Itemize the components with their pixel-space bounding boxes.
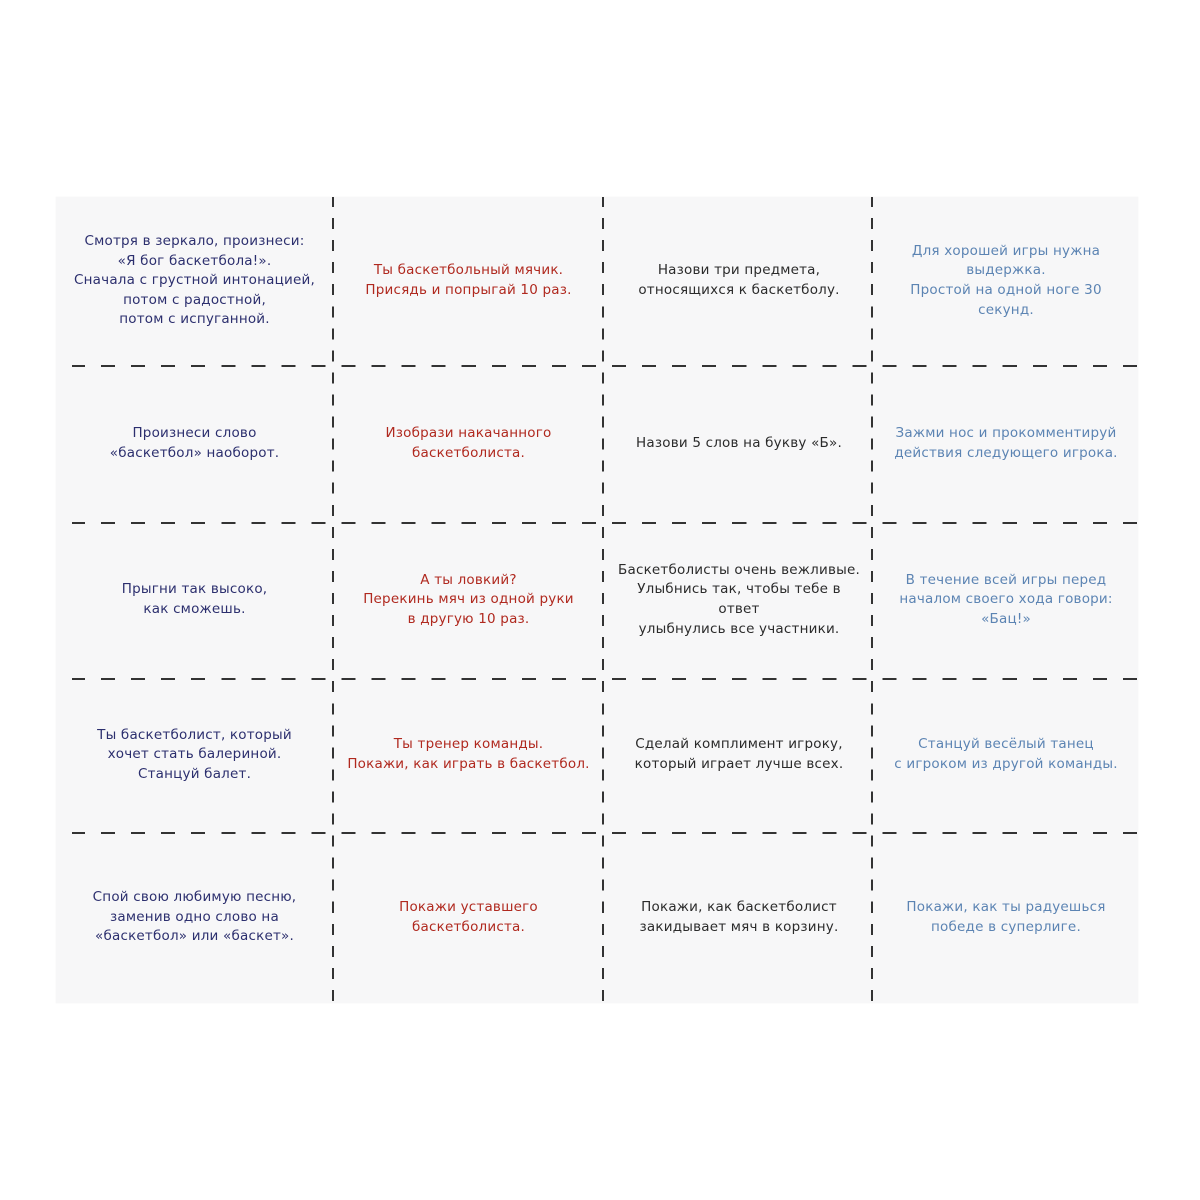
cut-line-vertical: [871, 197, 873, 1003]
card-text: Зажми нос и прокомментируй действия следующего игрока.: [894, 424, 1118, 461]
card-text: Ты тренер команды. Покажи, как играть в баскетбол.: [347, 736, 590, 772]
card-text: Назови три предмета, относящихся к баскетболу.: [638, 262, 840, 298]
card-r2-c2: [333, 365, 604, 522]
card-r5-c2: [333, 832, 604, 1003]
card-r3-c4: [874, 522, 1138, 678]
card-text: Для хорошей игры нужна выдержка. Простой на одной ноге 30 секунд.: [910, 242, 1102, 318]
card-r2-c4: [874, 365, 1138, 522]
card-text: Изобрази накачанного баскетболиста.: [385, 424, 552, 461]
card-r4-c1: [56, 678, 333, 832]
card-sheet: [56, 197, 1138, 1003]
card-text: Произнеси слово «баскетбол» наоборот.: [109, 424, 280, 461]
card-r5-c1: [56, 832, 333, 1003]
card-grid: [56, 197, 1138, 1003]
cut-line-horizontal: [72, 522, 1138, 524]
card-text: А ты ловкий? Перекинь мяч из одной руки в другую 10 раз.: [363, 571, 574, 627]
card-r4-c2: [333, 678, 604, 832]
card-r4-c4: [874, 678, 1138, 832]
card-r1-c3: [604, 197, 874, 365]
card-text: Покажи, как баскетболист закидывает мяч в корзину.: [639, 898, 839, 935]
cut-line-vertical: [602, 197, 604, 1003]
card-r1-c2: [333, 197, 604, 365]
card-text: Сделай комплимент игроку, который играет лучше всех.: [634, 736, 844, 772]
card-r2-c3: [604, 365, 874, 522]
cut-line-horizontal: [72, 678, 1138, 680]
card-r1-c4: [874, 197, 1138, 365]
card-r3-c1: [56, 522, 333, 678]
card-text: Баскетболисты очень вежливые. Улыбнись так, чтобы тебе в ответ улыбнулись все участники.: [618, 561, 860, 637]
card-text: Ты баскетбольный мячик. Присядь и попрыгай 10 раз.: [365, 262, 572, 298]
card-text: Покажи, как ты радуешься победе в суперлиге.: [906, 898, 1106, 935]
cut-line-horizontal: [72, 365, 1138, 367]
card-text: Спой свою любимую песню, заменив одно слово на «баскетбол» или «баскет».: [92, 889, 297, 945]
card-text: Покажи уставшего баскетболиста.: [399, 898, 538, 935]
card-text: Смотря в зеркало, произнеси: «Я бог баскетбола!». Сначала с грустной интонацией, потом с радостной, потом с испуганной.: [74, 233, 315, 328]
card-text: Назови 5 слов на букву «Б».: [636, 434, 842, 451]
card-r2-c1: [56, 365, 333, 522]
card-r4-c3: [604, 678, 874, 832]
cut-line-vertical: [332, 197, 334, 1003]
card-text: Станцуй весёлый танец с игроком из другой команды.: [894, 736, 1118, 772]
card-r3-c2: [333, 522, 604, 678]
card-text: В течение всей игры перед началом своего хода говори: «Бац!»: [899, 571, 1113, 627]
card-r5-c3: [604, 832, 874, 1003]
card-r1-c1: [56, 197, 333, 365]
card-r5-c4: [874, 832, 1138, 1003]
cut-line-horizontal: [72, 832, 1138, 834]
card-text: Ты баскетболист, который хочет стать балериной. Станцуй балет.: [97, 726, 292, 782]
card-r3-c3: [604, 522, 874, 678]
card-text: Прыгни так высоко, как сможешь.: [121, 581, 268, 617]
